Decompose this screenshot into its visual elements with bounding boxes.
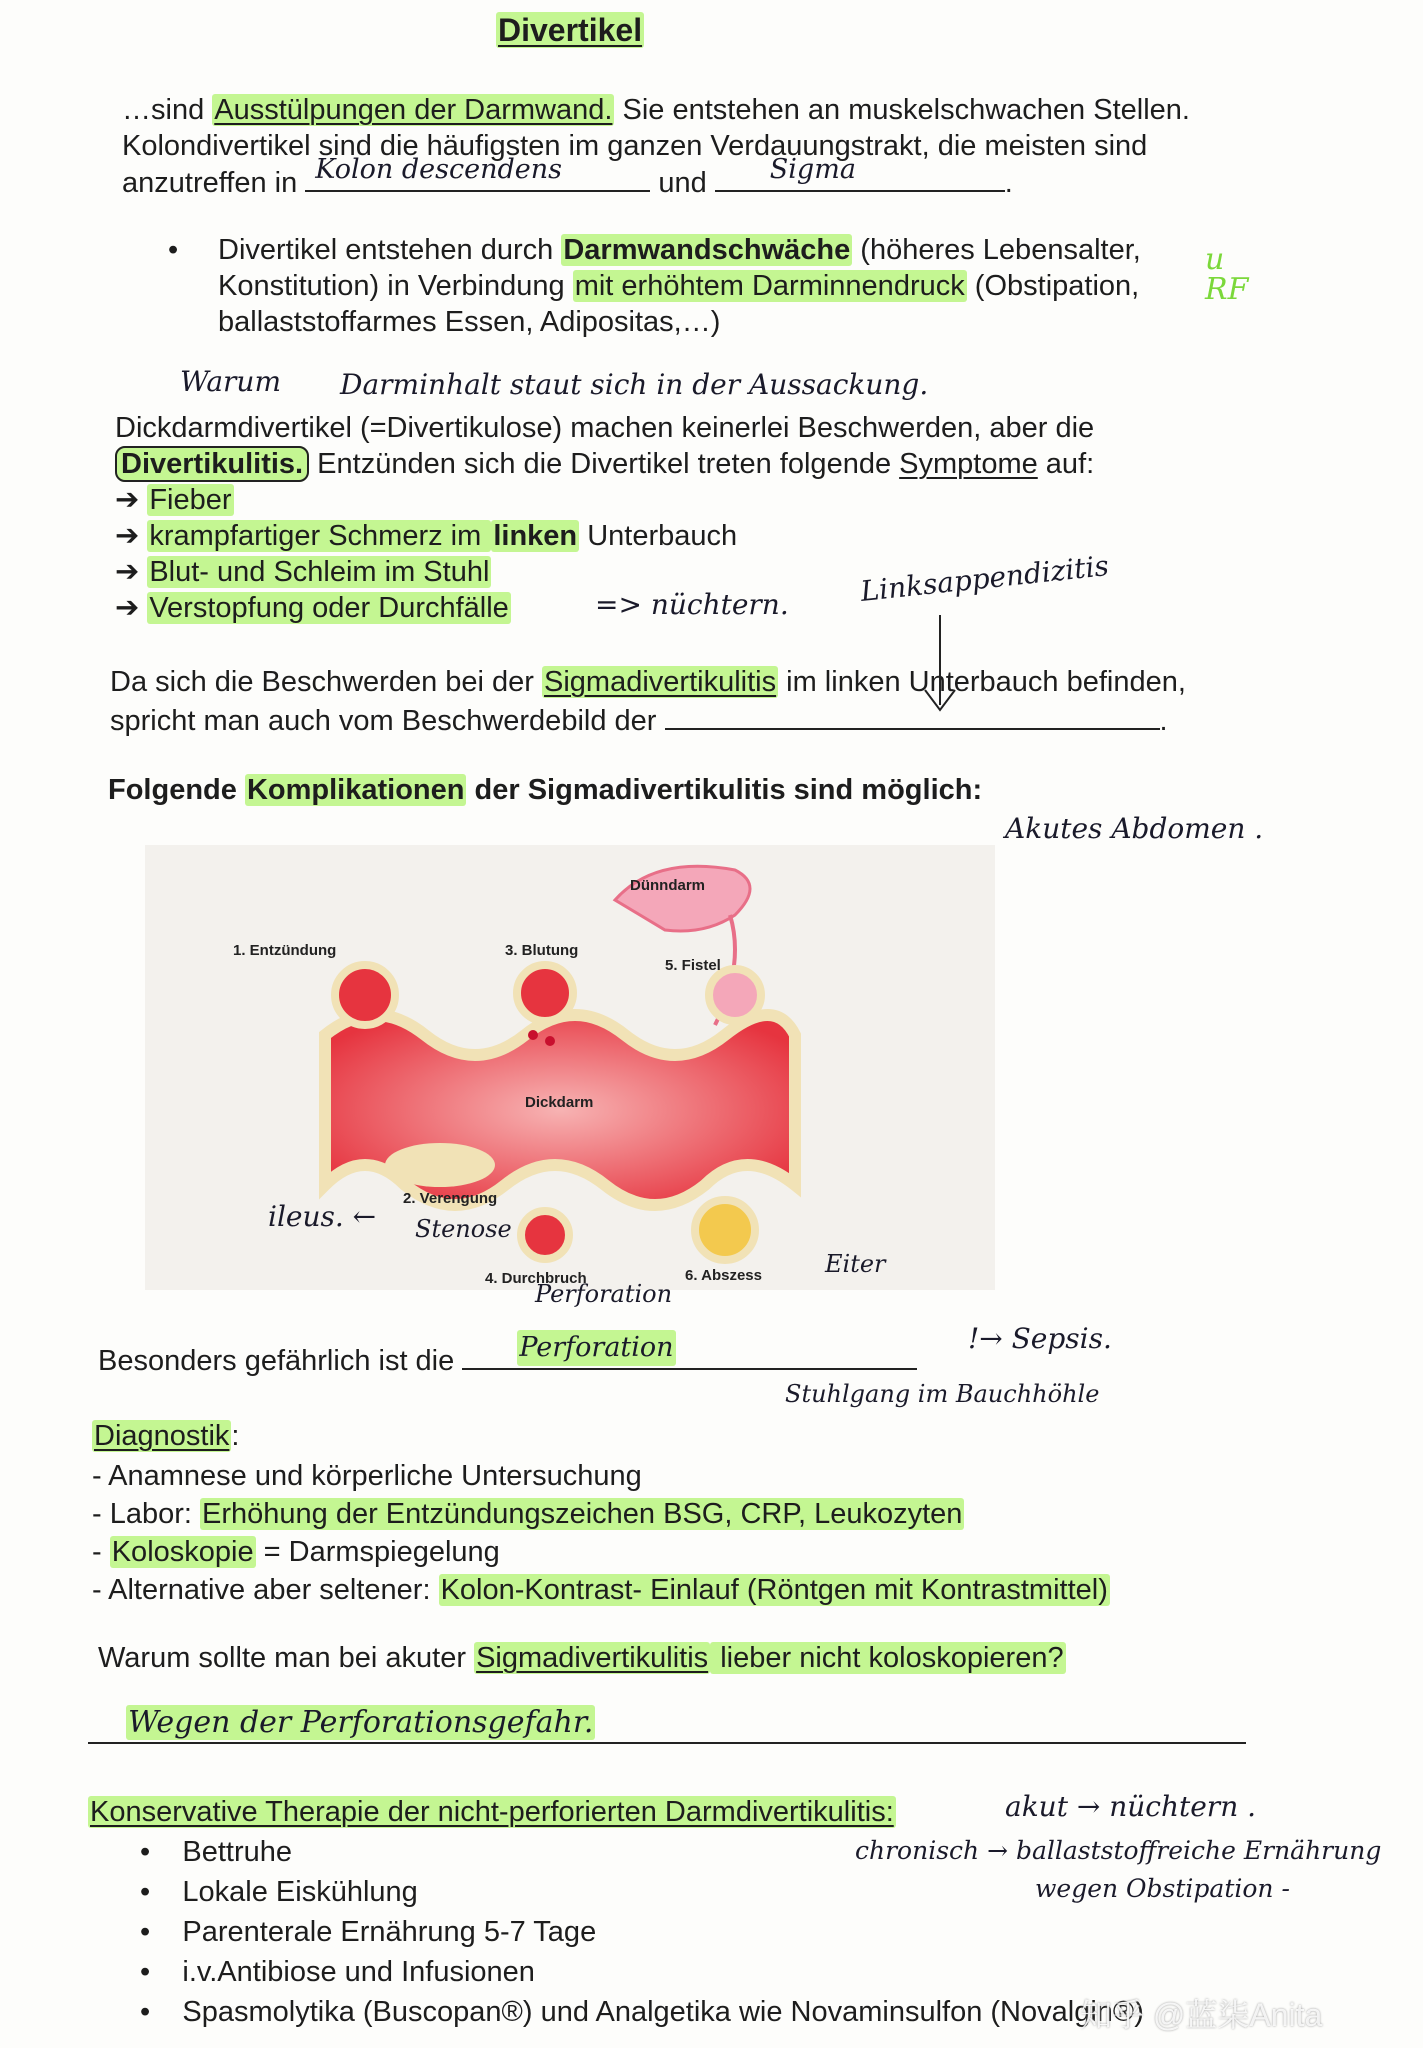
hand-note-stenose: Stenose xyxy=(415,1215,512,1243)
question-term: Sigmadivertikulitis xyxy=(476,1642,709,1674)
arrow-right-icon: ➔ xyxy=(115,556,140,588)
hand-question-warum: Warum xyxy=(180,365,282,398)
cause-darmwandschwaeche: Darmwandschwäche xyxy=(563,234,851,266)
diverticulum-entzuendung xyxy=(335,965,395,1025)
hand-note-perforation-figure: Perforation xyxy=(535,1280,673,1308)
divertikulose-line-2 xyxy=(115,446,1094,482)
bullet-dot: • xyxy=(140,1956,151,1988)
hand-note-ileus: ileus. ← xyxy=(268,1200,377,1233)
symptom-item xyxy=(115,590,511,626)
cause-t1: Divertikel entstehen durch xyxy=(218,234,562,266)
blank-colon-part-1 xyxy=(305,154,650,192)
cause-t4: (Obstipation, xyxy=(966,270,1140,302)
fig-label-fistel: 5. Fistel xyxy=(665,957,721,974)
cause-line-3: ballaststoffarmes Essen, Adipositas,…) xyxy=(218,306,721,338)
fig-label-duenndarm: Dünndarm xyxy=(630,877,705,894)
therapy-item-text: i.v.Antibiose und Infusionen xyxy=(182,1956,535,1988)
bullet-dot: • xyxy=(140,1836,151,1868)
symptom-text: Fieber xyxy=(149,484,232,516)
diverticulum-fistel xyxy=(709,969,761,1021)
diag-highlight: Kolon-Kontrast- Einlauf (Röntgen mit Kontrastmittel) xyxy=(440,1574,1108,1606)
therapy-item xyxy=(140,1914,596,1950)
cause-line-1 xyxy=(218,232,1141,268)
blood-drop xyxy=(545,1036,555,1046)
diag-post: = Darmspiegelung xyxy=(255,1536,500,1568)
diagnostik-item xyxy=(92,1496,964,1532)
margin-note-green: u RF xyxy=(1205,242,1249,307)
diagnostik-item xyxy=(92,1458,642,1494)
hand-answer-aussackung: Darminhalt staut sich in der Aussackung. xyxy=(340,368,929,401)
symptom-item xyxy=(115,482,234,518)
fig-label-durchbruch: 4. Durchbruch xyxy=(485,1270,587,1287)
complications-heading xyxy=(108,772,982,808)
fig-label-entzuendung: 1. Entzündung xyxy=(233,942,337,959)
hand-note-akutes-abdomen: Akutes Abdomen . xyxy=(1005,812,1264,845)
fig-label-dickdarm: Dickdarm xyxy=(525,1094,594,1111)
diagnostik-heading xyxy=(92,1418,239,1454)
intro-line3-prefix: anzutreffen in xyxy=(122,167,298,199)
cause-bullet-dot: • xyxy=(168,234,179,266)
divertikulitis-term: Divertikulitis. xyxy=(115,446,309,482)
complications-pre: Folgende xyxy=(108,774,245,806)
symptom-item xyxy=(115,518,737,554)
question-pre: Warum sollte man bei akuter xyxy=(98,1642,475,1674)
danger-text: Besonders gefährlich ist die xyxy=(98,1345,455,1377)
diagnostik-item xyxy=(92,1572,1110,1608)
fig-label-abszess: 6. Abszess xyxy=(685,1267,762,1284)
bullet-dot: • xyxy=(140,1996,151,2028)
cause-t3: Konstitution) in Verbindung xyxy=(218,270,573,302)
danger-line xyxy=(98,1332,917,1379)
hand-note-akut: akut → nüchtern . xyxy=(1005,1790,1257,1823)
arrow-right-icon: ➔ xyxy=(115,484,140,516)
diverticulum-durchbruch xyxy=(521,1211,569,1259)
arrow-right-icon: ➔ xyxy=(115,592,140,624)
diag-pre: - Anamnese und körperliche Untersuchung xyxy=(92,1460,642,1492)
handwritten-perforation: Perforation xyxy=(517,1330,675,1366)
hand-note-nuechtern: => nüchtern. xyxy=(595,588,789,621)
cause-darminnendruck: mit erhöhtem Darminnendruck xyxy=(574,270,965,302)
sigma-l1a: Da sich die Beschwerden bei der xyxy=(110,666,543,698)
bullet-dot: • xyxy=(140,1916,151,1948)
page-title: Divertikel xyxy=(498,12,643,48)
intro-line-1 xyxy=(122,92,1190,128)
handwritten-arrow-down xyxy=(900,610,980,730)
sigma-l1b: im linken Unterbauch befinden, xyxy=(778,666,1186,698)
blood-drop xyxy=(528,1030,538,1040)
symptom-item xyxy=(115,554,491,590)
hand-note-sepsis: !→ Sepsis. xyxy=(968,1322,1112,1355)
question-line xyxy=(98,1640,1066,1676)
bullet-dot: • xyxy=(140,1876,151,1908)
therapy-heading xyxy=(88,1794,896,1830)
blank-danger xyxy=(462,1332,917,1370)
sigma-term: Sigmadivertikulitis xyxy=(544,666,777,698)
therapy-item xyxy=(140,1994,1144,2030)
handwritten-answer-1: Kolon descendens xyxy=(315,154,562,185)
cause-line-2 xyxy=(218,268,1139,304)
handwritten-question-answer: Wegen der Perforationsgefahr. xyxy=(128,1705,594,1740)
hand-note-eiter: Eiter xyxy=(825,1250,886,1278)
therapy-item xyxy=(140,1874,418,1910)
answer-line xyxy=(88,1706,1246,1744)
diag-highlight: Koloskopie xyxy=(111,1536,254,1568)
diverticulum-abszess xyxy=(695,1200,755,1260)
therapy-item-text: Spasmolytika (Buscopan®) und Analgetika wie Novaminsulfon (Novalgin®) xyxy=(182,1996,1144,2028)
stenosis-shape xyxy=(385,1143,495,1187)
therapy-item xyxy=(140,1954,535,1990)
divertikulose-l2: Entzünden sich die Divertikel treten folgende xyxy=(309,448,900,480)
symptome-word: Symptome xyxy=(899,448,1038,480)
diagnostik-title: Diagnostik xyxy=(94,1420,230,1452)
handwritten-answer-2: Sigma xyxy=(769,154,856,185)
hand-note-linksappendizitis: Linksappendizitis xyxy=(858,549,1111,608)
intro-rest: Sie entstehen an muskelschwachen Stellen. xyxy=(614,94,1190,126)
sigma-l2: spricht man auch vom Beschwerdebild der xyxy=(110,705,657,737)
sigma-line-2: spricht man auch vom Beschwerdebild der . xyxy=(110,700,1168,739)
symptom-bold: linken xyxy=(493,520,578,552)
fig-label-verengung: 2. Verengung xyxy=(403,1190,498,1207)
therapy-item xyxy=(140,1834,292,1870)
fig-label-blutung: 3. Blutung xyxy=(505,942,579,959)
hand-note-obstipation: wegen Obstipation - xyxy=(1035,1874,1290,1903)
diagnostik-item xyxy=(92,1534,500,1570)
hand-note-chronisch: chronisch → ballaststoffreiche Ernährung xyxy=(855,1836,1382,1865)
diagnostik-colon: : xyxy=(231,1420,240,1452)
symptom-text: krampfartiger Schmerz im xyxy=(149,520,490,552)
arrow-right-icon: ➔ xyxy=(115,520,140,552)
complications-key: Komplikationen xyxy=(246,774,465,806)
symptom-text: Blut- und Schleim im Stuhl xyxy=(149,556,490,588)
therapy-title: Konservative Therapie der nicht-perforierten Darmdivertikulitis: xyxy=(90,1796,894,1828)
intro-line-3: anzutreffen in Kolon descendens und Sigma . xyxy=(122,154,1013,199)
symptom-text: Verstopfung oder Durchfälle xyxy=(149,592,509,624)
diag-pre: - Alternative aber seltener: xyxy=(92,1574,439,1606)
diverticulum-blutung xyxy=(517,965,573,1021)
complications-post: der Sigmadivertikulitis sind möglich: xyxy=(466,774,983,806)
definition-highlight: Ausstülpungen der Darmwand. xyxy=(214,94,613,126)
blank-colon-part-2 xyxy=(715,154,1005,192)
symptom-post: Unterbauch xyxy=(579,520,738,552)
diag-pre: - xyxy=(92,1536,110,1568)
divertikulose-l2b: auf: xyxy=(1037,448,1095,480)
diag-pre: - Labor: xyxy=(92,1498,200,1530)
watermark: 知乎 @蓝柒Anita xyxy=(1080,1997,1323,2033)
question-post: lieber nicht koloskopieren? xyxy=(712,1642,1064,1674)
divertikulose-line-1: Dickdarmdivertikel (=Divertikulose) machen keinerlei Beschwerden, aber die xyxy=(115,412,1095,444)
therapy-item-text: Bettruhe xyxy=(182,1836,293,1868)
hand-note-stuhlgang: Stuhlgang im Bauchhöhle xyxy=(785,1380,1100,1408)
therapy-item-text: Parenterale Ernährung 5-7 Tage xyxy=(182,1916,597,1948)
intro-and: und xyxy=(658,167,707,199)
therapy-item-text: Lokale Eiskühlung xyxy=(182,1876,418,1908)
intro-line-2: Kolondivertikel sind die häufigsten im ganzen Verdauungstrakt, die meisten sind xyxy=(122,130,1148,162)
diag-highlight: Erhöhung der Entzündungszeichen BSG, CRP, Leukozyten xyxy=(202,1498,963,1530)
intro-prefix: …sind xyxy=(122,94,213,126)
sigma-line-1 xyxy=(110,664,1186,700)
cause-t2: (höheres Lebensalter, xyxy=(852,234,1141,266)
